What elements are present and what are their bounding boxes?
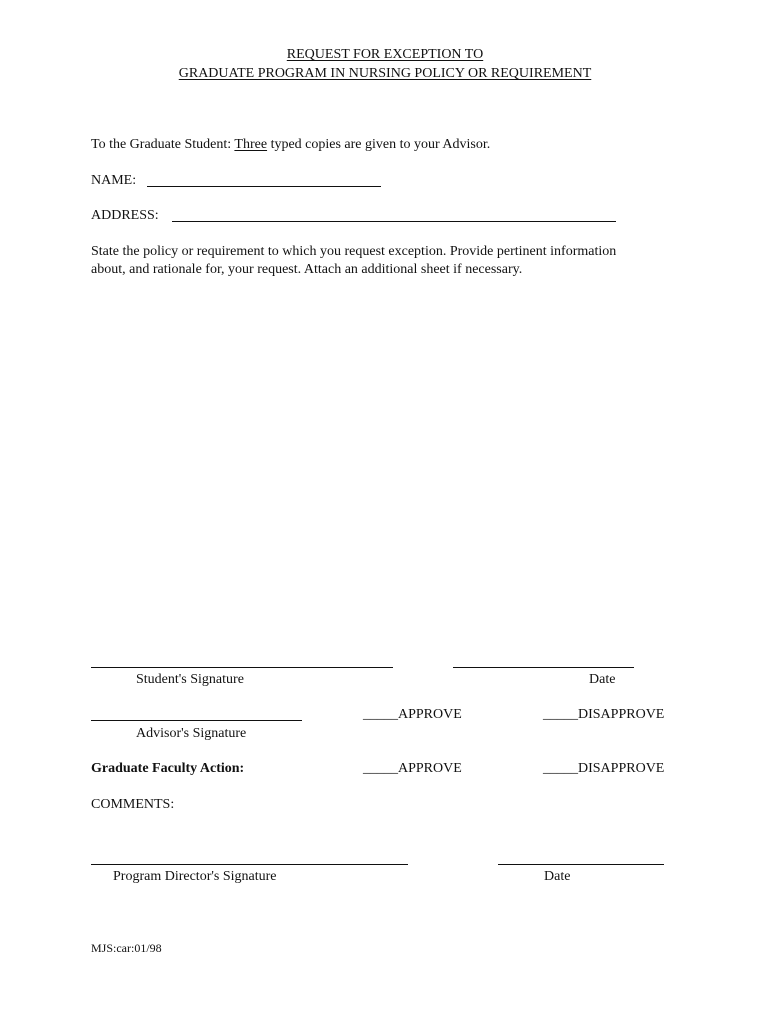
intro-suffix: typed copies are given to your Advisor. bbox=[267, 137, 491, 152]
name-field-line[interactable] bbox=[147, 186, 381, 187]
request-text-area[interactable] bbox=[91, 290, 681, 650]
director-signature-line[interactable] bbox=[91, 864, 408, 865]
name-label: NAME: bbox=[91, 173, 137, 188]
form-title-line-2: GRADUATE PROGRAM IN NURSING POLICY OR REQUIREMENT bbox=[178, 66, 592, 81]
address-field-line[interactable] bbox=[172, 221, 616, 222]
faculty-action-label: Graduate Faculty Action: bbox=[91, 761, 245, 776]
intro-emphasis: Three bbox=[234, 137, 268, 152]
advisor-signature-line[interactable] bbox=[91, 720, 302, 721]
instructions-line-1: State the policy or requirement to which you request exception. Provide pertinent information bbox=[91, 244, 617, 259]
footer-code: MJS:car:01/98 bbox=[91, 941, 162, 955]
director-date-line[interactable] bbox=[498, 864, 664, 865]
comments-label: COMMENTS: bbox=[91, 797, 175, 812]
instructions-line-2: about, and rationale for, your request. Attach an additional sheet if necessary. bbox=[91, 262, 523, 277]
student-date-line[interactable] bbox=[453, 667, 634, 668]
advisor-signature-label: Advisor's Signature bbox=[136, 726, 247, 741]
student-date-label: Date bbox=[589, 672, 616, 687]
director-date-label: Date bbox=[544, 869, 571, 884]
address-label: ADDRESS: bbox=[91, 208, 159, 223]
director-signature-label: Program Director's Signature bbox=[113, 869, 277, 884]
intro-prefix: To the Graduate Student: bbox=[91, 137, 235, 152]
advisor-approve-option[interactable]: _____APPROVE bbox=[363, 707, 462, 722]
faculty-approve-option[interactable]: _____APPROVE bbox=[363, 761, 462, 776]
advisor-disapprove-option[interactable]: _____DISAPPROVE bbox=[543, 707, 665, 722]
student-signature-label: Student's Signature bbox=[136, 672, 244, 687]
faculty-disapprove-option[interactable]: _____DISAPPROVE bbox=[543, 761, 665, 776]
form-title-line-1: REQUEST FOR EXCEPTION TO bbox=[286, 47, 484, 62]
intro-text bbox=[91, 137, 490, 153]
student-signature-line[interactable] bbox=[91, 667, 393, 668]
